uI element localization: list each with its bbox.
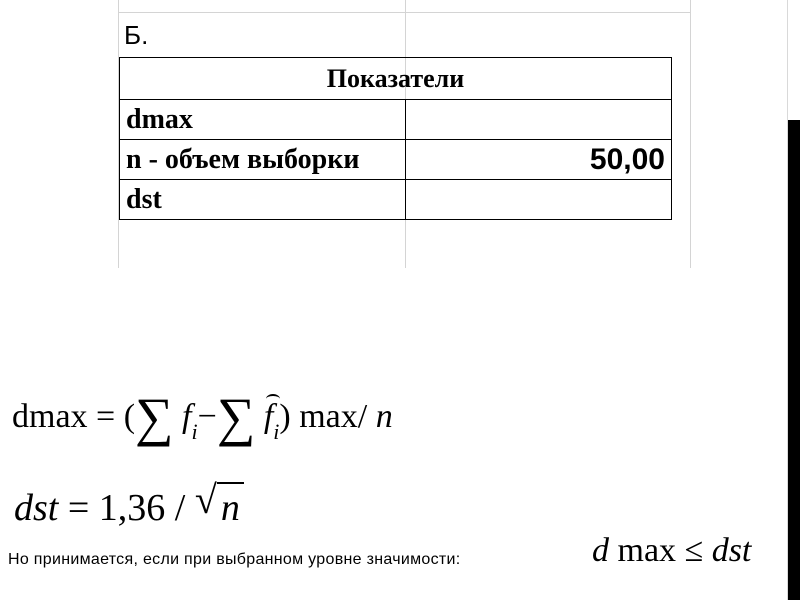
row-label-sample-size[interactable]: n - объем выборки	[120, 140, 406, 180]
sum-symbol: ∑	[216, 387, 256, 447]
table-row	[120, 140, 672, 180]
side-strip-top	[788, 0, 800, 120]
index-i: i	[191, 419, 198, 444]
dst-equals: = 1,36 /	[67, 487, 186, 529]
condition-text: Но принимается, если при выбранном уровне значимости:	[8, 551, 461, 568]
dmax-lhs: dmax	[12, 398, 88, 435]
row-value-dmax[interactable]	[406, 100, 672, 140]
table-row	[120, 180, 672, 220]
row-label-dst[interactable]: dst	[120, 180, 406, 220]
f-symbol: f	[182, 398, 192, 435]
gridline	[690, 0, 691, 268]
index-i: i	[273, 419, 280, 444]
table-header: Показатели	[120, 58, 672, 100]
sqrt-n-value: n	[217, 482, 244, 530]
condition-dst: dst	[711, 532, 752, 569]
sqrt-icon: √	[194, 477, 217, 522]
condition-d: d	[592, 532, 609, 569]
row-label-dmax[interactable]: dmax	[120, 100, 406, 140]
equals-open: = (	[96, 398, 136, 435]
n-symbol: n	[375, 398, 393, 435]
f-hat-symbol: f	[263, 398, 274, 435]
table-row	[120, 100, 672, 140]
sheet-label: Б.	[124, 20, 149, 50]
row-value-sample-size[interactable]: 50,00	[406, 140, 672, 180]
side-strip	[788, 120, 800, 600]
sum-symbol: ∑	[135, 387, 174, 447]
dst-formula	[14, 477, 244, 530]
sqrt-n	[194, 477, 244, 530]
table-header-row	[120, 58, 672, 100]
gridline	[118, 12, 690, 13]
dst-lhs: dst	[14, 487, 59, 529]
row-value-dst[interactable]	[406, 180, 672, 220]
indicators-table	[119, 57, 672, 220]
condition-formula	[592, 532, 751, 570]
dmax-formula	[12, 387, 393, 447]
close-max: ) max/	[279, 398, 368, 435]
minus-sign: −	[197, 398, 217, 435]
condition-max: max ≤	[609, 532, 712, 569]
